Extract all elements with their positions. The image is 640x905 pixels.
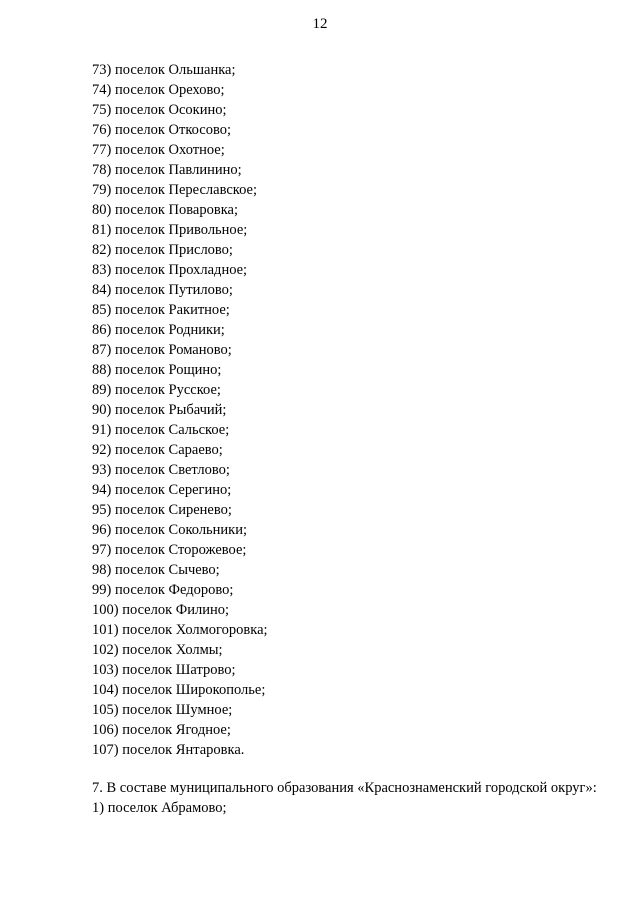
- list-item: 88) поселок Рощино;: [92, 362, 222, 378]
- list-item: 80) поселок Поваровка;: [92, 202, 238, 218]
- list-item: 102) поселок Холмы;: [92, 642, 223, 658]
- list-item: 97) поселок Сторожевое;: [92, 542, 247, 558]
- list-item: 105) поселок Шумное;: [92, 702, 233, 718]
- list-item: 92) поселок Сараево;: [92, 442, 223, 458]
- list-item: 82) поселок Прислово;: [92, 242, 233, 258]
- section-list-item: 1) поселок Абрамово;: [92, 800, 227, 816]
- list-item: 100) поселок Филино;: [92, 602, 230, 618]
- list-item: 96) поселок Сокольники;: [92, 522, 248, 538]
- list-item: 107) поселок Янтаровка.: [92, 742, 245, 758]
- list-item: 90) поселок Рыбачий;: [92, 402, 227, 418]
- list-item: 74) поселок Орехово;: [92, 82, 225, 98]
- list-item: 84) поселок Путилово;: [92, 282, 233, 298]
- section-7: [92, 778, 602, 818]
- list-item: 95) поселок Сиренево;: [92, 502, 232, 518]
- section-heading: 7. В составе муниципального образования «Краснознаменский городской округ»:: [92, 780, 597, 796]
- list-item: 76) поселок Откосово;: [92, 122, 231, 138]
- list-item: 77) поселок Охотное;: [92, 142, 225, 158]
- list-item: 83) поселок Прохладное;: [92, 262, 248, 278]
- list-item: 89) поселок Русское;: [92, 382, 221, 398]
- list-item: 85) поселок Ракитное;: [92, 302, 230, 318]
- list-item: 98) поселок Сычево;: [92, 562, 220, 578]
- list-item: 101) поселок Холмогоровка;: [92, 622, 268, 638]
- list-item: 103) поселок Шатрово;: [92, 662, 236, 678]
- list-item: 79) поселок Переславское;: [92, 182, 257, 198]
- list-item: 93) поселок Светлово;: [92, 462, 230, 478]
- list-item: 78) поселок Павлинино;: [92, 162, 242, 178]
- list-item: 86) поселок Родники;: [92, 322, 225, 338]
- list-item: 75) поселок Осокино;: [92, 102, 227, 118]
- list-item: 106) поселок Ягодное;: [92, 722, 231, 738]
- list-item: 81) поселок Привольное;: [92, 222, 248, 238]
- list-item: 87) поселок Романово;: [92, 342, 232, 358]
- list-item: 73) поселок Ольшанка;: [92, 62, 236, 78]
- list-item: 91) поселок Сальское;: [92, 422, 230, 438]
- list-item: 94) поселок Серегино;: [92, 482, 232, 498]
- list-item: 104) поселок Широкополье;: [92, 682, 266, 698]
- page-number: 12: [312, 16, 328, 32]
- settlement-list: [92, 60, 268, 760]
- list-item: 99) поселок Федорово;: [92, 582, 234, 598]
